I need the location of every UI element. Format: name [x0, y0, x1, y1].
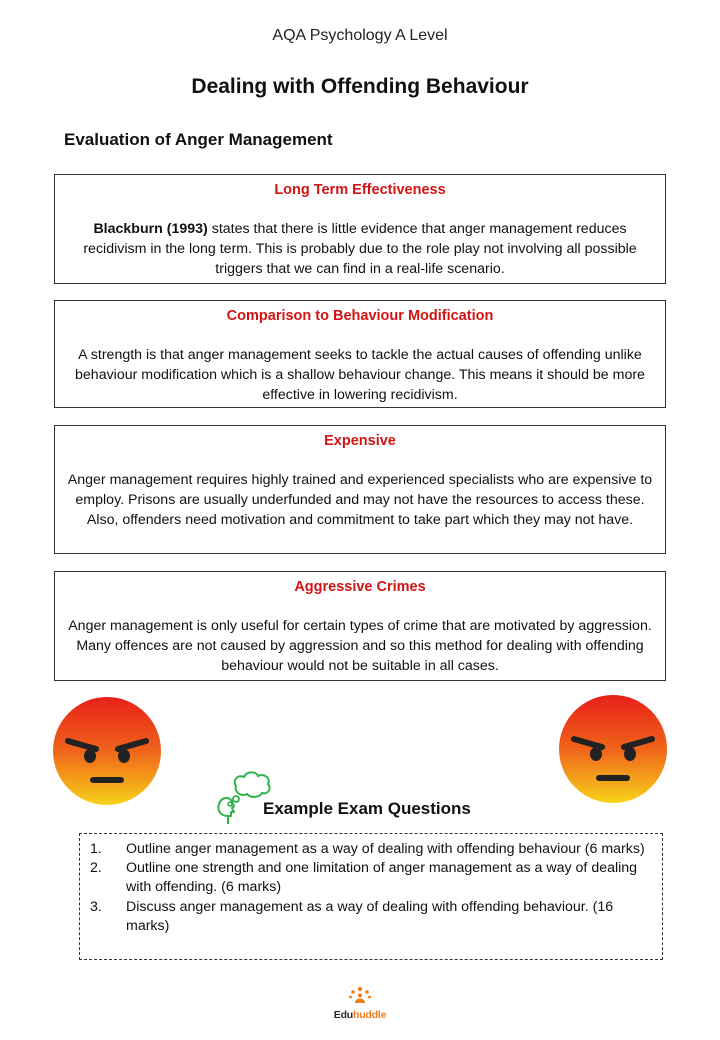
- exam-questions-list: [90, 840, 652, 936]
- question-number: 2.: [90, 860, 102, 877]
- box-heading: Comparison to Behaviour Modification: [226, 308, 494, 324]
- list-item: [90, 840, 652, 859]
- exam-questions-heading: Example Exam Questions: [263, 799, 471, 818]
- list-item: [90, 859, 652, 897]
- course-title: AQA Psychology A Level: [272, 27, 448, 44]
- question-text: Outline anger management as a way of dealing with offending behaviour (6 marks): [126, 841, 645, 857]
- page-title: Dealing with Offending Behaviour: [191, 75, 529, 98]
- box-text: A strength is that anger management seeks to tackle the actual causes of offending unlike behaviour modification which is a shallow behaviour change. This means it should be more effective in lowering recidivism.: [75, 347, 645, 403]
- evaluation-box-long-term: [54, 174, 666, 284]
- evaluation-box-expensive: [54, 425, 666, 554]
- question-text: Discuss anger management as a way of dealing with offending behaviour. (16 marks): [126, 898, 614, 934]
- exam-questions-box: [79, 833, 663, 960]
- logo-text-huddle: huddle: [353, 1009, 387, 1021]
- evaluation-box-comparison: [54, 300, 666, 408]
- angry-face-icon: [52, 696, 162, 811]
- box-text: Anger management is only useful for certain types of crime that are motivated by aggression. Many offences are not caused by aggression and so this method for dealing with offending behaviour would not be suitable in all cases.: [68, 618, 652, 674]
- box-text-lead: Blackburn (1993): [93, 221, 208, 237]
- box-text-body: states that there is little evidence that anger management reduces recidivism in the long term. This is probably due to the role play not involving all possible triggers that we can find in a real-life scenario.: [83, 221, 637, 277]
- box-heading: Expensive: [324, 433, 396, 449]
- question-number: 1.: [90, 841, 102, 857]
- list-item: [90, 898, 652, 936]
- logo-wordmark: [328, 1009, 392, 1021]
- box-heading: Long Term Effectiveness: [274, 182, 446, 198]
- box-heading: Aggressive Crimes: [294, 579, 426, 595]
- evaluation-box-aggressive-crimes: [54, 571, 666, 681]
- box-text: [67, 220, 653, 279]
- eduhuddle-logo-icon: [348, 986, 372, 1004]
- question-number: 3.: [90, 898, 102, 915]
- eduhuddle-logo: [328, 986, 392, 1021]
- box-text: Anger management requires highly trained and experienced specialists who are expensive to employ. Prisons are usually underfunded and may not have the resources to access these. Also, offenders need motivation and commitment to take part which they may not have.: [67, 472, 653, 528]
- angry-face-icon: [558, 694, 668, 809]
- section-heading: Evaluation of Anger Management: [64, 130, 333, 149]
- logo-text-edu: Edu: [333, 1009, 353, 1021]
- question-text: Outline one strength and one limitation of anger management as a way of dealing with offending. (6 marks): [126, 860, 638, 896]
